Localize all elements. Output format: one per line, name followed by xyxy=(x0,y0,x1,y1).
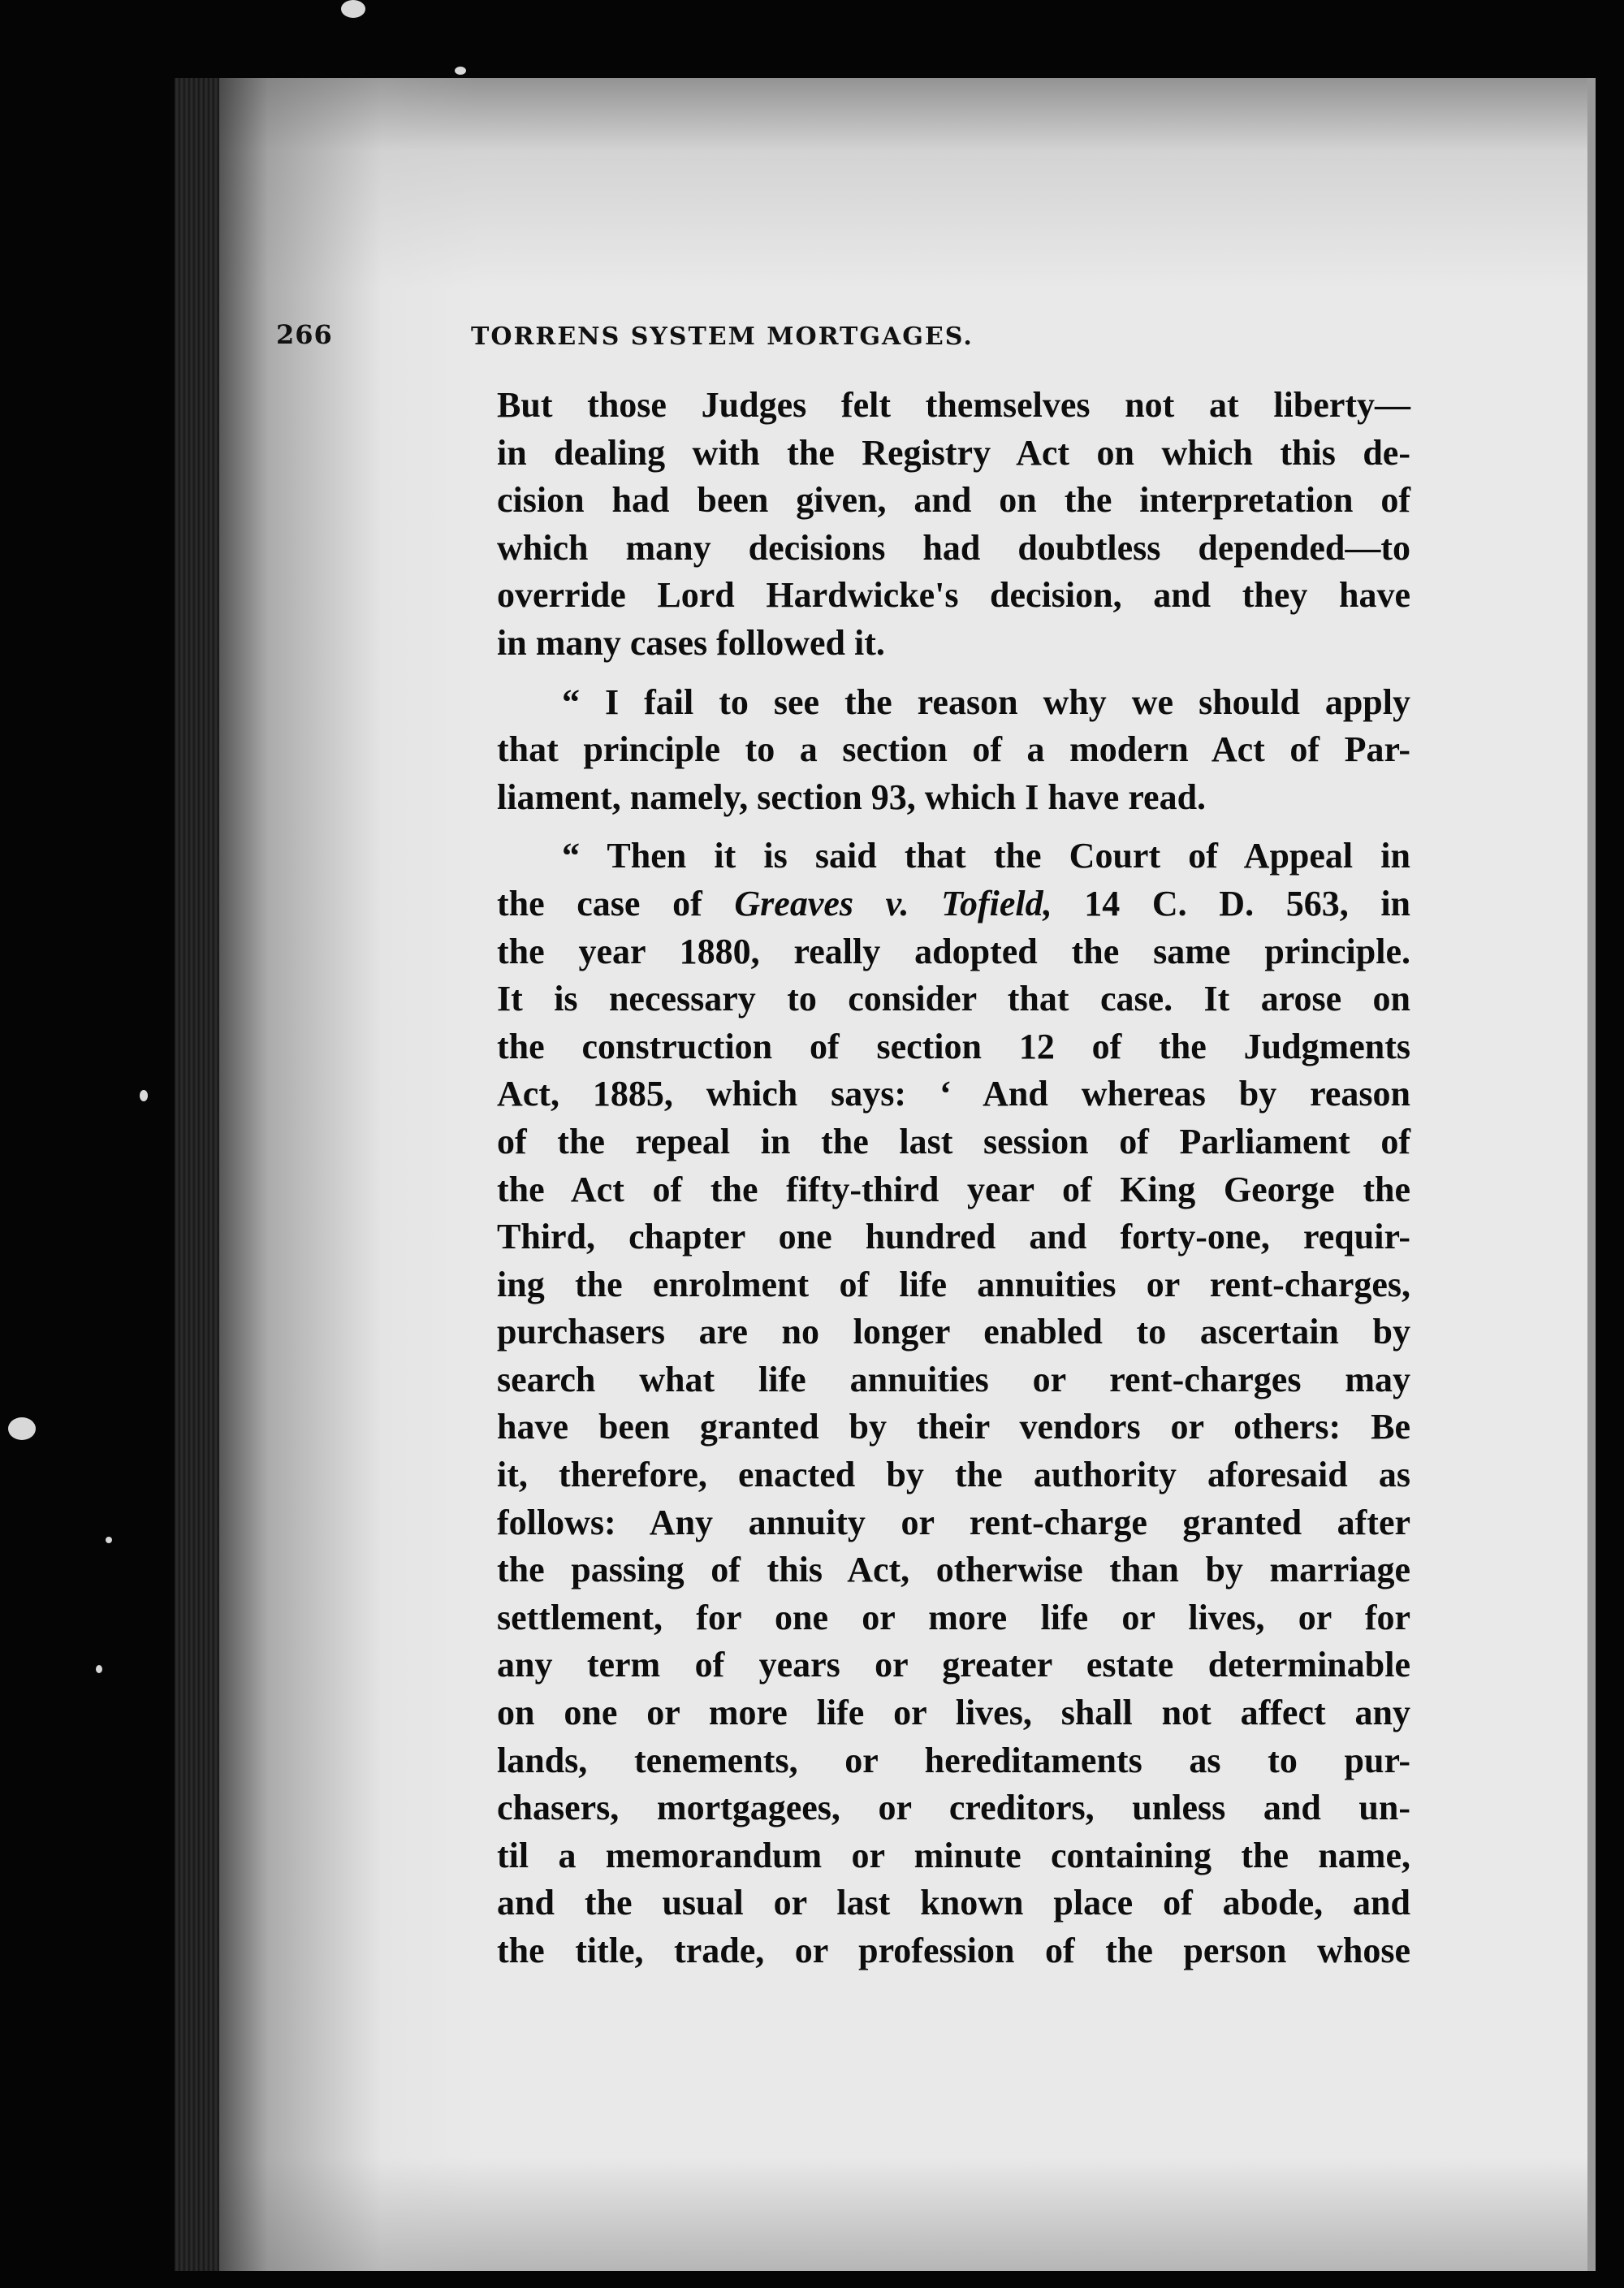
paragraph xyxy=(497,382,1410,668)
running-head: TORRENS SYSTEM MORTGAGES. xyxy=(471,322,974,351)
text-line: and the usual or last known place of abode, and xyxy=(497,1883,1410,1923)
page-number: 266 xyxy=(276,319,333,350)
text-line: Third, chapter one hundred and forty-one, requir- xyxy=(497,1217,1410,1257)
page-right-edge xyxy=(1587,78,1596,2271)
text-line: have been granted by their vendors or others: Be xyxy=(497,1407,1410,1447)
text-line: the passing of this Act, otherwise than by marriage xyxy=(497,1550,1410,1590)
scan-speck xyxy=(8,1417,36,1440)
paragraph xyxy=(497,679,1410,822)
text-line: “ Then it is said that the Court of Appeal in xyxy=(562,836,1410,876)
scan-speck xyxy=(455,67,466,75)
text-line: on one or more life or lives, shall not affect any xyxy=(497,1693,1410,1733)
text-line: override Lord Hardwicke's decision, and they have xyxy=(497,575,1410,616)
text-line: ing the enrolment of life annuities or rent-charges, xyxy=(497,1264,1410,1304)
scan-speck xyxy=(106,1537,112,1543)
case-reference: 14 C. D. 563, in xyxy=(1084,883,1411,923)
text-line: purchasers are no longer enabled to ascertain by xyxy=(497,1312,1410,1352)
text-line: til a memorandum or minute containing the name, xyxy=(497,1835,1410,1875)
text-line: chasers, mortgagees, or creditors, unless and un- xyxy=(497,1788,1410,1828)
paragraph-gap xyxy=(497,668,1410,679)
text-line: which many decisions had doubtless depended—to xyxy=(497,527,1410,568)
text-line: follows: Any annuity or rent-charge granted after xyxy=(497,1502,1410,1542)
text-line: settlement, for one or more life or lives, or for xyxy=(497,1597,1410,1637)
text-line: the title, trade, or profession of the person whose xyxy=(497,1931,1410,1970)
text-fragment: the case of xyxy=(497,883,702,923)
case-name: Greaves v. Tofield, xyxy=(734,883,1052,923)
text-line: the year 1880, really adopted the same principle. xyxy=(497,931,1410,971)
text-line: any term of years or greater estate determinable xyxy=(497,1645,1410,1685)
text-line: cision had been given, and on the interpretation of xyxy=(497,480,1410,521)
body-text xyxy=(497,382,1410,1975)
scan-speck xyxy=(341,0,365,18)
page-header xyxy=(276,319,1275,368)
text-line: Act, 1885, which says: ‘ And whereas by reason xyxy=(497,1074,1410,1114)
page-binding-edge xyxy=(175,78,223,2271)
text-line: lands, tenements, or hereditaments as to pur- xyxy=(497,1740,1410,1780)
text-line: it, therefore, enacted by the authority aforesaid as xyxy=(497,1455,1410,1495)
text-line-with-citation xyxy=(497,880,1410,928)
paragraph xyxy=(497,833,1410,1974)
text-line: in many cases followed it. xyxy=(497,622,885,663)
scan-speck xyxy=(96,1665,102,1673)
text-line: that principle to a section of a modern Act of Par- xyxy=(497,729,1410,770)
scan-speck xyxy=(140,1090,148,1101)
text-line: But those Judges felt themselves not at liberty— xyxy=(497,385,1410,425)
text-line: of the repeal in the last session of Parliament of xyxy=(497,1121,1410,1161)
text-line: It is necessary to consider that case. It arose on xyxy=(497,979,1410,1019)
paragraph-gap xyxy=(497,821,1410,833)
text-line: the Act of the fifty-third year of King George the xyxy=(497,1169,1410,1209)
text-line: in dealing with the Registry Act on which this de- xyxy=(497,432,1410,473)
text-line: liament, namely, section 93, which I have read. xyxy=(497,776,1207,817)
text-line: search what life annuities or rent-charges may xyxy=(497,1359,1410,1399)
text-line: “ I fail to see the reason why we should apply xyxy=(562,681,1410,722)
text-line: the construction of section 12 of the Judgments xyxy=(497,1026,1410,1066)
